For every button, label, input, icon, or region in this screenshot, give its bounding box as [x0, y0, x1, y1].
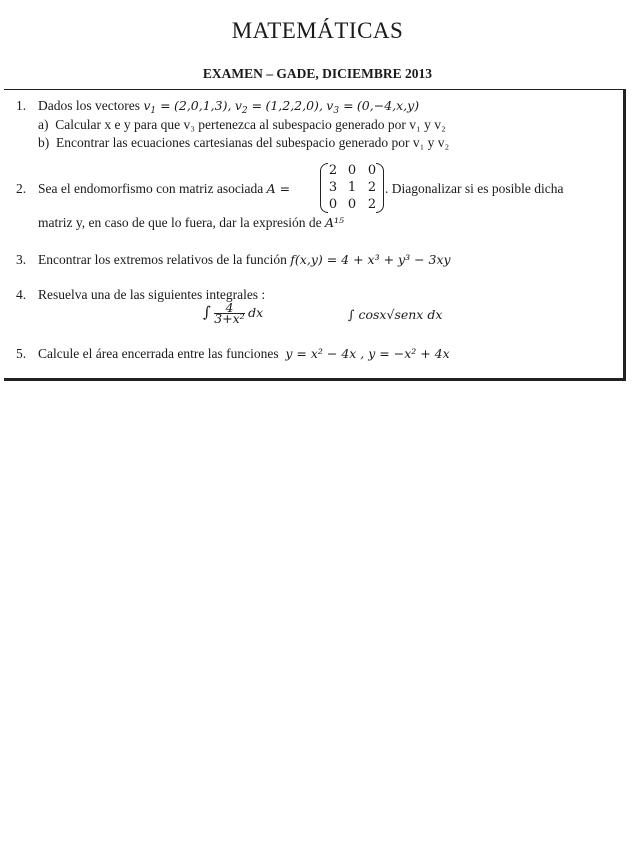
q1-a-label: a) [38, 117, 49, 132]
exam-title: MATEMÁTICAS [231, 18, 404, 43]
q2-matrix [320, 163, 384, 213]
q1-part-a [38, 117, 446, 133]
q1-b-text: Encontrar las ecuaciones cartesianas del subespacio generado por v₁ y v₂ [56, 135, 450, 150]
q4-integral-2-text: ∫ cosx√senx dx [348, 307, 443, 322]
matrix-cell: 1 [347, 180, 357, 195]
q1-intro: Dados los vectores [38, 98, 140, 113]
q1-number: 1. [16, 98, 27, 113]
q2-power: A¹⁵ [325, 215, 345, 230]
fraction-numerator: 4 [214, 303, 245, 314]
q2-line2 [38, 215, 344, 231]
q1-a-text: Calcular x e y para que v₃ pertenezca al subespacio generado por v₁ y v₂ [55, 117, 446, 132]
q1-statement: Dados los vectores $v_1 = (2,0,1,3)$, $v_2 = (1,2,2,0)$, $v_3 = (0,-4,x,y)$ [38, 98, 420, 116]
q1-part-b [38, 135, 449, 151]
q4-integral-1: ∫ $\frac{4}{\text{3+x²}}$ dx [203, 300, 264, 327]
q5-text: Calcule el área encerrada entre las funciones [38, 346, 279, 361]
q4-integral-1-dx: dx [248, 305, 264, 320]
q4-integral-2 [348, 307, 442, 323]
matrix-cell: 0 [347, 163, 357, 178]
q2-intro: Sea el endomorfismo con matriz asociada [38, 181, 264, 196]
fraction-denominator: 3+x² [214, 311, 245, 327]
q5-formula: y = x² − 4x , y = −x² + 4x [285, 346, 450, 361]
matrix-cell: 2 [328, 163, 338, 178]
matrix-cell: 3 [328, 180, 338, 195]
exam-subtitle: EXAMEN – GADE, DICIEMBRE 2013 [202, 66, 433, 81]
matrix-cell: 0 [347, 197, 357, 212]
matrix-cell: 2 [367, 197, 377, 212]
q3-formula: f(x,y) = 4 + x³ + y³ − 3xy [290, 252, 451, 267]
matrix-cell: 0 [328, 197, 338, 212]
q3-number: 3. [16, 252, 27, 267]
matrix-cell: 0 [367, 163, 377, 178]
q1-v3: (0,−4,x,y) [356, 98, 420, 113]
q2-text-after: . Diagonalizar si es posible dicha [385, 181, 564, 196]
matrix-cell: 2 [367, 180, 377, 195]
q5-number: 5. [16, 346, 27, 361]
q1-b-label: b) [38, 135, 50, 150]
q1-v1: (2,0,1,3), [173, 98, 232, 113]
q3-statement [38, 252, 451, 268]
q2-text-before: Sea el endomorfismo con matriz asociada A = [38, 181, 291, 196]
q1-v2: (1,2,2,0), [265, 98, 323, 113]
q4-text: Resuelva una de las siguientes integrales : [38, 287, 266, 302]
q2-line2-text: matriz y, en caso de que lo fuera, dar la expresión de [38, 215, 322, 230]
q5-statement [38, 346, 450, 362]
q2-number: 2. [16, 181, 27, 196]
q3-text: Encontrar los extremos relativos de la función [38, 252, 287, 267]
q4-number: 4. [16, 287, 27, 302]
